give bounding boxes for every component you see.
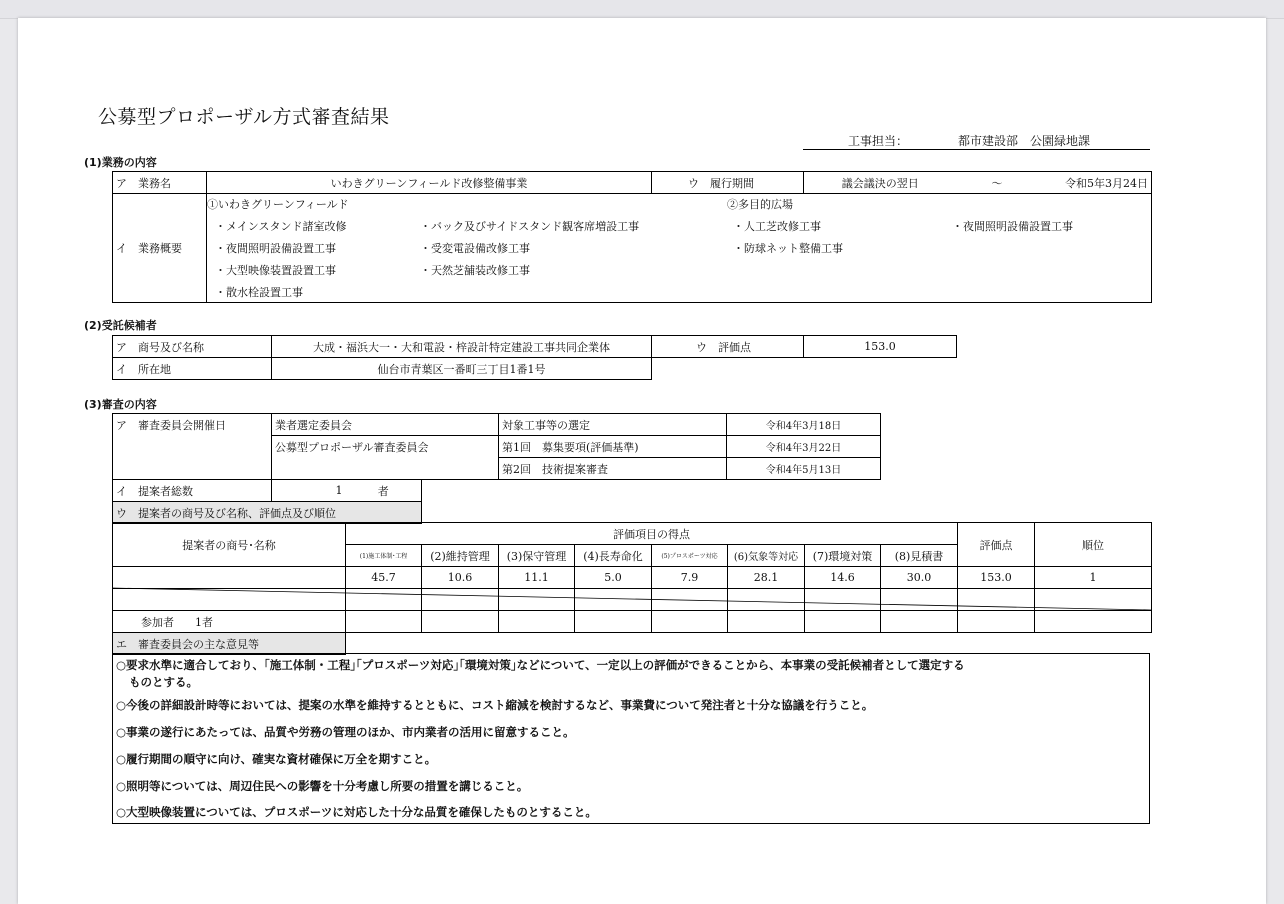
opinion-item: ○事業の遂行にあたっては、品質や労務の管理のほか、市内業者の活用に留意すること。 bbox=[116, 725, 575, 739]
opinion-item: ○大型映像装置については、プロスポーツに対応した十分な品質を確保したものとすること。 bbox=[116, 805, 597, 819]
overview-item: ・大型映像装置設置工事 bbox=[215, 264, 336, 277]
opinion-item: ○照明等については、周辺住民への影響を十分考慮し所要の措置を講じること。 bbox=[116, 779, 529, 793]
strike-line bbox=[112, 586, 1152, 612]
period-label: ウ 履行期間 bbox=[652, 172, 804, 194]
criteria-score: 7.9 bbox=[652, 567, 728, 589]
department-underline bbox=[803, 149, 1150, 150]
criteria-header: (7)環境対策 bbox=[805, 545, 881, 567]
criteria-header: (5)プロスポーツ対応 bbox=[652, 545, 728, 567]
viewer-toolbar bbox=[0, 0, 1284, 19]
opinions-box bbox=[112, 653, 1150, 824]
criteria-score: 30.0 bbox=[881, 567, 958, 589]
candidate-table bbox=[112, 335, 957, 380]
opinion-label: エ 審査委員会の主な意見等 bbox=[113, 633, 346, 655]
candidate-name-label: ア 商号及び名称 bbox=[113, 336, 272, 358]
criteria-score: 11.1 bbox=[499, 567, 575, 589]
committee-label: ア 審査委員会開催日 bbox=[113, 414, 272, 480]
participants-value: 1者 bbox=[194, 615, 213, 629]
total-proposers-label: イ 提案者総数 bbox=[113, 480, 272, 502]
opinion-item: ○要求水準に適合しており、｢施工体制・工程｣｢プロスポーツ対応｣｢環境対策｣などについて、一定以上の評価ができることから、本事業の受託候補者として選定する bbox=[116, 658, 965, 672]
committee-name: 業者選定委員会 bbox=[272, 414, 499, 436]
committee-name: 公募型プロポーザル審査委員会 bbox=[272, 436, 499, 480]
criteria-header: (2)維持管理 bbox=[422, 545, 499, 567]
criteria-score: 45.7 bbox=[346, 567, 422, 589]
rank-value: 1 bbox=[1035, 567, 1152, 589]
section1-heading: (1)業務の内容 bbox=[84, 156, 157, 169]
group2-title: ②多目的広場 bbox=[727, 198, 793, 211]
criteria-header: (6)気象等対応 bbox=[728, 545, 805, 567]
criteria-score: 28.1 bbox=[728, 567, 805, 589]
business-name-value: いわきグリーンフィールド改修整備事業 bbox=[207, 172, 652, 194]
score-value: 153.0 bbox=[804, 336, 957, 358]
meeting-name: 対象工事等の選定 bbox=[499, 414, 727, 436]
criteria-score: 5.0 bbox=[575, 567, 652, 589]
proposer-list-label: ウ 提案者の商号及び名称、評価点及び順位 bbox=[113, 502, 422, 524]
overview-item: ・人工芝改修工事 bbox=[733, 220, 821, 233]
overview-content bbox=[207, 194, 1152, 303]
candidate-name-value: 大成・福浜大一・大和電設・梓設計特定建設工事共同企業体 bbox=[272, 336, 652, 358]
meeting-name: 第1回 募集要項(評価基準) bbox=[499, 436, 727, 458]
overview-item: ・天然芝舗装改修工事 bbox=[420, 264, 530, 277]
department-value: 都市建設部 公園緑地課 bbox=[958, 134, 1091, 148]
period-start: 議会議決の翌日 bbox=[804, 172, 957, 194]
period-separator: ～ bbox=[957, 172, 1038, 194]
document-page bbox=[18, 18, 1266, 904]
opinion-item: ○履行期間の順守に向け、確実な資材確保に万全を期すこと。 bbox=[116, 752, 437, 766]
meeting-date: 令和4年3月22日 bbox=[727, 436, 881, 458]
section2-heading: (2)受託候補者 bbox=[84, 319, 157, 332]
section3-heading: (3)審査の内容 bbox=[84, 398, 157, 411]
total-score: 153.0 bbox=[958, 567, 1035, 589]
total-proposers-value: 1 bbox=[272, 480, 346, 502]
col-criteria-header: 評価項目の得点 bbox=[346, 523, 958, 545]
overview-item: ・受変電設備改修工事 bbox=[420, 242, 530, 255]
total-proposers-unit: 者 bbox=[346, 480, 422, 502]
meeting-date: 令和4年5月13日 bbox=[727, 458, 881, 480]
overview-item: ・散水栓設置工事 bbox=[215, 286, 303, 299]
meeting-date: 令和4年3月18日 bbox=[727, 414, 881, 436]
criteria-header: (1)施工体制･工程 bbox=[346, 545, 422, 567]
overview-item: ・バック及びサイドスタンド観客席増設工事 bbox=[420, 220, 640, 233]
score-label: ウ 評価点 bbox=[652, 336, 804, 358]
overview-item: ・夜間照明設備設置工事 bbox=[952, 220, 1073, 233]
proposer-count-table bbox=[112, 479, 499, 524]
meeting-name: 第2回 技術提案審査 bbox=[499, 458, 727, 480]
col-score: 評価点 bbox=[958, 523, 1035, 567]
period-end: 令和5年3月24日 bbox=[1038, 172, 1152, 194]
opinion-item-continued: ものとする。 bbox=[129, 675, 198, 689]
group1-title: ①いわきグリーンフィールド bbox=[207, 198, 349, 211]
overview-label: イ 業務概要 bbox=[113, 194, 207, 303]
overview-item: ・防球ネット整備工事 bbox=[733, 242, 843, 255]
table-row bbox=[113, 611, 1152, 633]
overview-item: ・メインスタンド諸室改修 bbox=[215, 220, 347, 233]
criteria-header: (3)保守管理 bbox=[499, 545, 575, 567]
opinion-item: ○今後の詳細設計時等においては、提案の水準を維持するとともに、コスト縮減を検討するなど、事業費について発注者と十分な協議を行うこと。 bbox=[116, 698, 874, 712]
criteria-score: 10.6 bbox=[422, 567, 499, 589]
page-title: 公募型プロポーザル方式審査結果 bbox=[98, 106, 390, 128]
criteria-header: (8)見積書 bbox=[881, 545, 958, 567]
col-rank: 順位 bbox=[1035, 523, 1152, 567]
criteria-score: 14.6 bbox=[805, 567, 881, 589]
address-value: 仙台市青葉区一番町三丁目1番1号 bbox=[272, 358, 652, 380]
address-label: イ 所在地 bbox=[113, 358, 272, 380]
overview-item: ・夜間照明設備設置工事 bbox=[215, 242, 336, 255]
business-name-label: ア 業務名 bbox=[113, 172, 207, 194]
col-proposer-name: 提案者の商号･名称 bbox=[113, 523, 346, 567]
business-table bbox=[112, 171, 1152, 303]
criteria-header: (4)長寿命化 bbox=[575, 545, 652, 567]
participants-label: 参加者 bbox=[141, 615, 174, 629]
committee-table bbox=[112, 413, 881, 480]
department-label: 工事担当： bbox=[848, 134, 909, 148]
